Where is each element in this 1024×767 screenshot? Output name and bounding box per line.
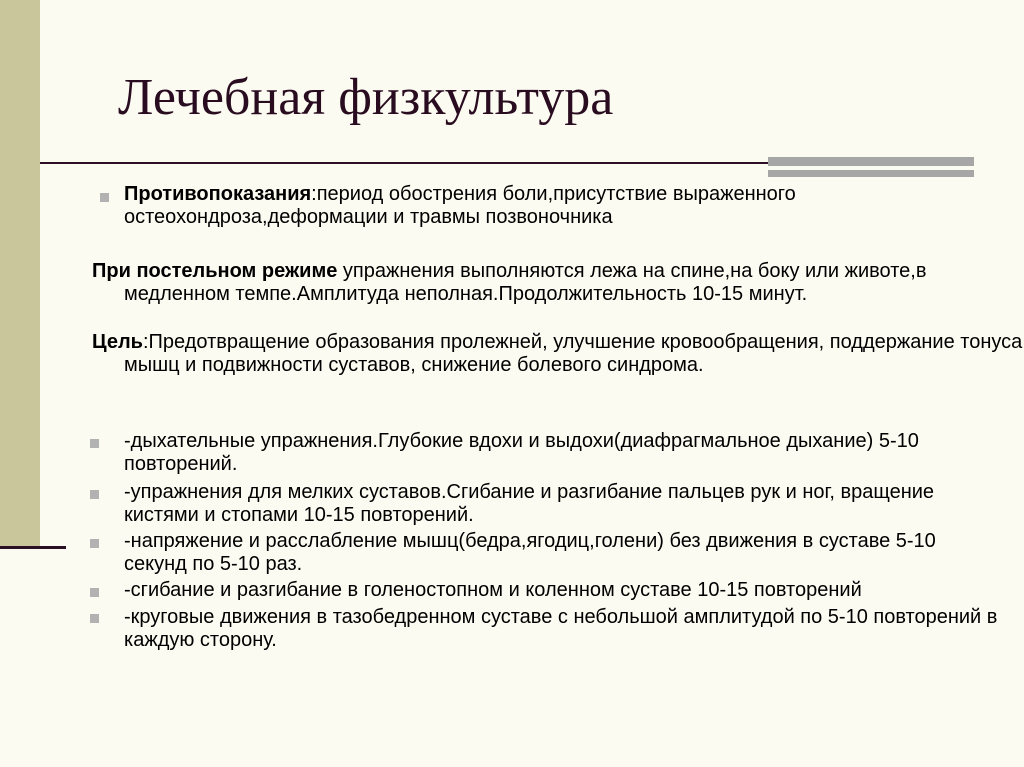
goal-text: :Предотвращение образования пролежней, улучшение кровообращения, поддержание тонуса мышц и подвижности суставов, снижение болевого синдрома. xyxy=(124,331,1023,376)
bullet-square-icon xyxy=(90,588,99,597)
contraindications-paragraph xyxy=(124,183,924,229)
bed-mode-label: При постельном режиме xyxy=(92,260,338,282)
exercise-item: -напряжение и расслабление мышц(бедра,ягодиц,голени) без движения в суставе 5-10 секунд по 5-10 раз. xyxy=(124,530,936,575)
slide-title: Лечебная физкультура xyxy=(118,69,614,126)
exercise-item: -упражнения для мелких суставов.Сгибание и разгибание пальцев рук и ног, вращение кистями и стопами 10-15 повторений. xyxy=(124,481,935,526)
title-accent-bar-lower xyxy=(768,170,974,177)
contraindications-text: :период обострения боли,присутствие выраженного остеохондроза,деформации и травмы позвоночника xyxy=(124,183,796,228)
contraindications-label: Противопоказания xyxy=(124,183,312,205)
goal-paragraph xyxy=(92,331,1024,377)
bed-mode-text: упражнения выполняются лежа на спине,на боку или животе,в медленном темпе.Амплитуда неполная.Продолжительность 10-15 минут. xyxy=(124,260,927,305)
exercise-item: -дыхательные упражнения.Глубокие вдохи и выдохи(диафрагмальное дыхание) 5-10 повторений. xyxy=(124,430,919,475)
bullet-square-icon xyxy=(90,490,99,499)
bullet-square-icon xyxy=(90,614,99,623)
left-decorative-rule xyxy=(0,546,66,549)
left-decorative-band xyxy=(0,0,40,546)
exercise-item: -круговые движения в тазобедренном суставе с небольшой амплитудой по 5-10 повторений в каждую сторону. xyxy=(124,606,998,651)
exercise-item: -сгибание и разгибание в голеностопном и коленном суставе 10-15 повторений xyxy=(124,579,862,601)
bullet-square-icon xyxy=(100,193,109,202)
goal-label: Цель xyxy=(92,331,143,353)
bullet-square-icon xyxy=(90,539,99,548)
title-accent-bar xyxy=(768,157,974,166)
bullet-square-icon xyxy=(90,439,99,448)
bed-mode-paragraph xyxy=(92,260,1024,306)
